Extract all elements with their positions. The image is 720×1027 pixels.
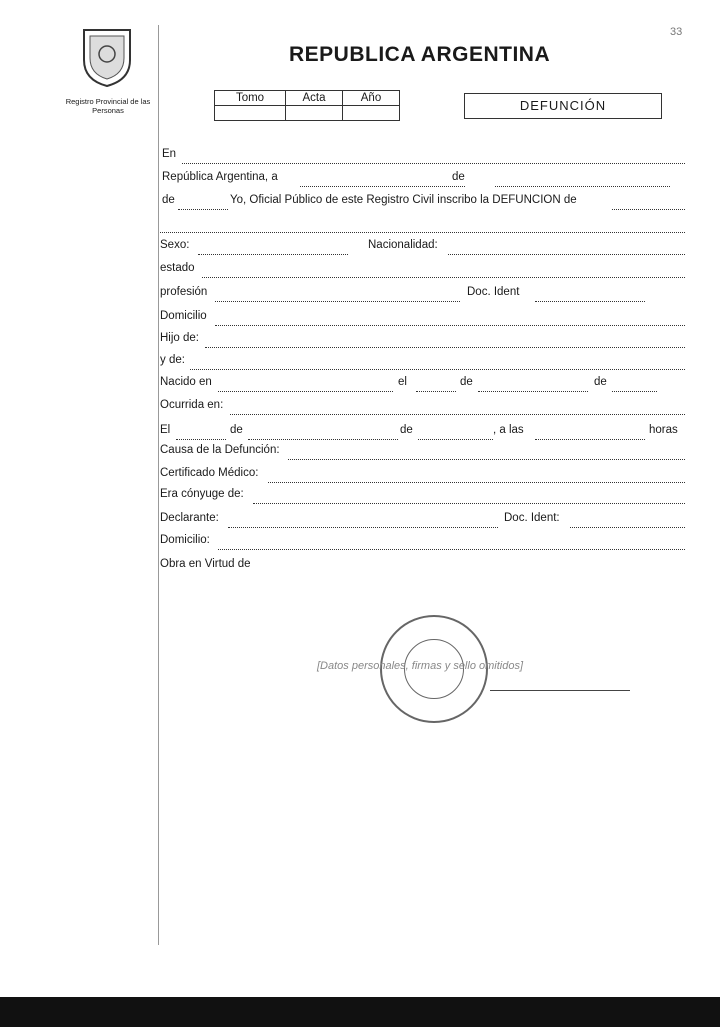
row-nombre [160,217,685,235]
label-ocurrida-en: Ocurrida en: [160,399,224,411]
label-de-year: de [162,194,175,206]
label-nacido-en: Nacido en [160,376,212,388]
label-doc-ident-declarante: Doc. Ident: [504,512,560,524]
label-hijo-de: Hijo de: [160,332,199,344]
document-title: REPUBLICA ARGENTINA [289,43,551,66]
document-type-box: DEFUNCIÓN [464,93,662,119]
bottom-bar [0,997,720,1027]
row-hijo-de [160,332,685,350]
label-de-anio-def: de [400,424,413,436]
closing-statement [160,557,685,572]
label-sexo: Sexo: [160,239,190,251]
row-domicilio-declarante [160,534,685,552]
label-de-mes-def: de [230,424,243,436]
tomo-value [215,106,286,121]
label-y-de: y de: [160,354,185,366]
label-republica: República Argentina, a [162,171,278,183]
row-estado [160,262,685,280]
label-doc-ident: Doc. Ident [467,286,520,298]
label-el: el [398,376,407,388]
label-domicilio: Domicilio [160,310,207,322]
row-declarante [160,512,685,530]
signature-line [490,690,630,691]
label-de-mes-nac: de [460,376,473,388]
margin-divider [158,25,159,945]
label-obra-en-virtud: Obra en Virtud de [160,558,251,570]
row-fecha [160,171,685,189]
row-conyuge [160,488,685,506]
reference-table [214,90,400,121]
row-fecha-defuncion [160,424,685,442]
tomo-header: Tomo [215,91,286,106]
registry-caption: Registro Provincial de las Personas [65,97,151,115]
row-en [160,148,685,166]
label-de-anio-nac: de [594,376,607,388]
label-estado: estado [160,262,195,274]
label-profesion: profesión [160,286,208,298]
row-inscripcion [160,194,685,212]
row-y-de [160,354,685,372]
row-certificado [160,467,685,485]
label-yo-oficial: Yo, Oficial Público de este Registro Civil inscribo la DEFUNCION de [230,194,577,206]
page-number: 33 [670,26,683,38]
anio-header: Año [343,91,400,106]
row-domicilio [160,310,685,328]
anio-value [343,106,400,121]
row-profesion [160,286,685,304]
row-nacido [160,376,685,394]
row-sexo [160,239,685,257]
label-declarante: Declarante: [160,512,219,524]
row-causa [160,444,685,462]
label-de: de [452,171,465,183]
row-ocurrida [160,399,685,417]
label-a-las: , a las [493,424,524,436]
label-en: En [162,148,177,160]
label-el-cap: El [160,424,171,436]
label-causa: Causa de la Defunción: [160,444,280,456]
label-nacionalidad: Nacionalidad: [368,239,438,251]
acta-header: Acta [286,91,343,106]
label-certificado: Certificado Médico: [160,467,259,479]
label-conyuge: Era cónyuge de: [160,488,244,500]
acta-value [286,106,343,121]
provincial-seal-icon [80,20,134,88]
redaction-note: [Datos personales, firmas y sello omitidos] [316,660,524,672]
label-horas: horas [649,424,678,436]
label-domicilio-declarante: Domicilio: [160,534,210,546]
